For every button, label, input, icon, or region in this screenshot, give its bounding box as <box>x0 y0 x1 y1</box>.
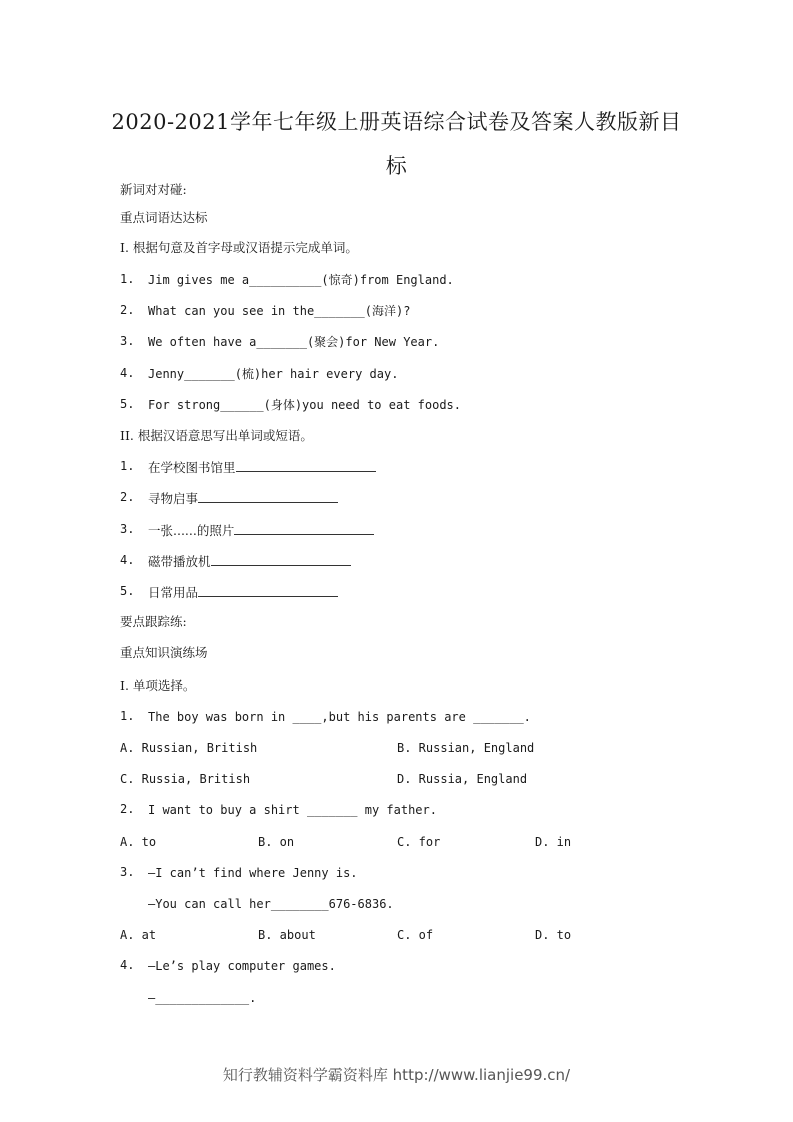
heading-practice: 重点知识演练场 <box>120 645 208 660</box>
part2-item-5: 日常用品 <box>148 584 338 601</box>
answer-blank <box>198 490 338 503</box>
part2-item-2: 寻物启事 <box>148 490 338 507</box>
q3-reply: —You can call her________676-6836. <box>148 897 394 911</box>
title-line-2: 标 <box>385 154 408 178</box>
q2-option-c: C. for <box>397 835 441 849</box>
q2-option-b: B. on <box>258 835 295 849</box>
heading-vocab-standard: 重点词语达达标 <box>120 210 208 225</box>
part1-item-1: Jim gives me a__________(惊奇)from England. <box>148 273 454 287</box>
part2-item-4-num: 4. <box>120 553 135 567</box>
q1-option-a: A. Russian, British <box>120 741 258 755</box>
title-line-1: 2020-2021学年七年级上册英语综合试卷及答案人教版新目 <box>111 110 682 134</box>
part2-item-3-num: 3. <box>120 522 135 536</box>
footer-watermark: 知行教辅资料学霸资料库 http://www.lianjie99.cn/ <box>222 1066 571 1084</box>
heading-key-points: 要点跟踪练: <box>120 614 187 629</box>
q3-num: 3. <box>120 865 135 879</box>
part2-item-4: 磁带播放机 <box>148 553 351 570</box>
answer-blank <box>198 584 338 597</box>
q1-num: 1. <box>120 709 135 723</box>
part2-item-2-num: 2. <box>120 490 135 504</box>
q3-option-b: B. about <box>258 928 316 942</box>
q2-num: 2. <box>120 802 135 816</box>
answer-blank <box>211 553 351 566</box>
answer-blank <box>234 522 374 535</box>
q4-reply: —_____________. <box>148 991 257 1005</box>
q3-option-a: A. at <box>120 928 157 942</box>
part1-item-5-num: 5. <box>120 397 135 411</box>
q1-option-d: D. Russia, England <box>397 772 528 786</box>
part1-item-3: We often have a_______(聚会)for New Year. <box>148 335 440 349</box>
answer-blank <box>236 459 376 472</box>
part1-item-2: What can you see in the_______(海洋)? <box>148 304 411 318</box>
q3-option-d: D. to <box>535 928 572 942</box>
part1-item-2-num: 2. <box>120 303 135 317</box>
q2-stem: I want to buy a shirt _______ my father. <box>148 803 437 817</box>
heading-part2: II. 根据汉语意思写出单词或短语。 <box>120 428 313 443</box>
q1-option-c: C. Russia, British <box>120 772 251 786</box>
q2-option-d: D. in <box>535 835 572 849</box>
part2-item-5-num: 5. <box>120 584 135 598</box>
heading-part1: I. 根据句意及首字母或汉语提示完成单词。 <box>120 240 358 255</box>
q2-option-a: A. to <box>120 835 157 849</box>
part2-item-1: 在学校图书馆里 <box>148 459 376 476</box>
q4-num: 4. <box>120 958 135 972</box>
part1-item-3-num: 3. <box>120 334 135 348</box>
part2-item-1-num: 1. <box>120 459 135 473</box>
part1-item-5: For strong______(身体)you need to eat foods. <box>148 398 462 412</box>
part1-item-4-num: 4. <box>120 366 135 380</box>
document-title <box>100 100 693 188</box>
heading-new-words: 新词对对碰: <box>120 182 187 197</box>
q4-stem: —Le’s play computer games. <box>148 959 336 973</box>
part1-item-4: Jenny_______(梳)her hair every day. <box>148 367 399 381</box>
q1-option-b: B. Russian, England <box>397 741 535 755</box>
q1-stem: The boy was born in ____,but his parents are _______. <box>148 710 531 724</box>
q3-stem: —I can’t find where Jenny is. <box>148 866 358 880</box>
heading-choice: I. 单项选择。 <box>120 678 196 693</box>
part2-item-3: 一张......的照片 <box>148 522 374 539</box>
part1-item-1-num: 1. <box>120 272 135 286</box>
q3-option-c: C. of <box>397 928 434 942</box>
